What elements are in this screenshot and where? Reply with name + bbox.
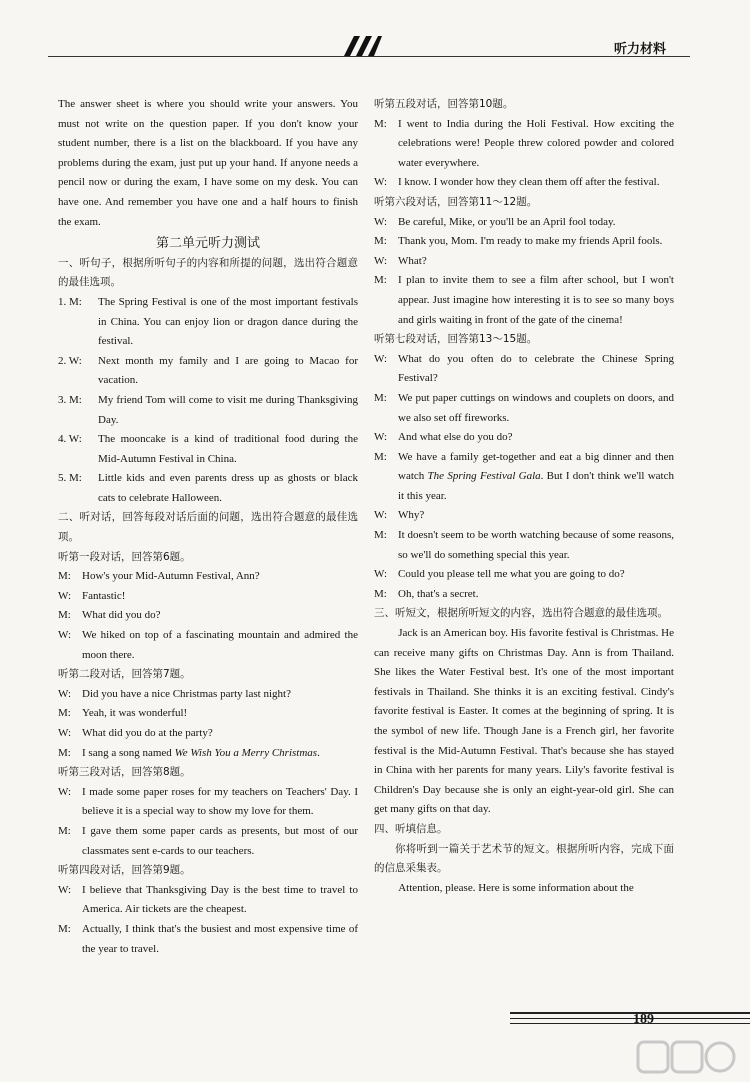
line-text: Did you have a nice Christmas party last night? (82, 687, 291, 700)
dialogue-6-title: 听第六段对话，回答第11～12题。 (374, 195, 538, 208)
line-text: Fantastic! (82, 589, 126, 602)
footer-rule (510, 1023, 750, 1024)
line-text: How's your Mid-Autumn Festival, Ann? (82, 570, 260, 583)
dialogue-line (374, 271, 674, 330)
dialogue-line (374, 506, 674, 526)
dialogue-line (374, 526, 674, 565)
dialogue-3-title: 听第三段对话，回答第8题。 (58, 766, 191, 779)
speaker: W: (374, 568, 388, 581)
unit-heading: 第二单元听力测试 (155, 236, 260, 252)
dialogue-line (58, 822, 358, 861)
speaker: W: (374, 352, 388, 365)
line-text: Thank you, Mom. I'm ready to make my friends April fools. (398, 235, 663, 248)
line-text: I gave them some paper cards as presents, but most of our classmates sent e-cards to our teachers. (82, 824, 358, 857)
section-3-instruction: 三、听短文，根据所听短文的内容，选出符合题意的最佳选项。 (374, 607, 668, 620)
line-text: What did you do at the party? (82, 727, 213, 739)
speaker: W: (374, 431, 388, 444)
section-4-passage-start: Attention, please. Here is some information about the (398, 881, 634, 894)
line-text (398, 448, 674, 507)
speaker: M: (374, 450, 387, 463)
dialogue-line (58, 587, 358, 607)
item-number: 1. M: (58, 295, 82, 308)
item-number: 4. W: (58, 433, 82, 446)
dialogue-line (58, 567, 358, 587)
speaker: M: (374, 117, 387, 130)
speaker: M: (374, 391, 387, 404)
line-text: I believe that Thanksgiving Day is the best time to travel to America. Air tickets are the cheapest. (82, 883, 358, 916)
line-text: Yeah, it was wonderful! (82, 707, 188, 720)
dialogue-4-title: 听第四段对话，回答第9题。 (58, 864, 191, 877)
dialogue-line (374, 428, 674, 448)
dialogue-line (374, 350, 674, 389)
item-text: My friend Tom will come to visit me during Thanksgiving Day. (98, 393, 358, 426)
speaker: W: (374, 254, 388, 267)
dialogue-2-title: 听第二段对话，回答第7题。 (58, 668, 191, 681)
line-text: Why? (398, 509, 425, 522)
watermark-logo (636, 1040, 736, 1076)
line-text: It doesn't seem to be worth watching because of some reasons, so we'll do something special this year. (398, 529, 674, 561)
speaker: M: (58, 746, 71, 759)
dialogue-line (58, 685, 358, 705)
page-header (0, 0, 750, 62)
line-text-start: I sang a song named (82, 746, 175, 759)
dialogue-1-title: 听第一段对话，回答第6题。 (58, 550, 191, 563)
dialogue-line (58, 783, 358, 822)
speaker: W: (58, 727, 72, 739)
speaker: M: (374, 274, 387, 287)
song-title: We Wish You a Merry Christmas (174, 746, 318, 759)
line-text: I know. I wonder how they clean them off after the festival. (398, 176, 660, 189)
dialogue-line (374, 252, 674, 272)
speaker: W: (58, 589, 72, 602)
dialogue-line (58, 724, 358, 744)
dialogue-5-title: 听第五段对话，回答第10题。 (374, 98, 514, 110)
dialogue-line (374, 115, 674, 174)
speaker: M: (374, 235, 387, 248)
sentence-item (58, 469, 358, 508)
passage-paragraph: Jack is an American boy. His favorite festival is Christmas. He can receive many gifts on Christmas Day. Ann is from Thailand. She likes the Water Festival best. It's one of the most important festivals in Thailand. She thinks it is an exciting festival. Cindy's favorite festival is Easter. It comes at the beginning of spring. It is the symbol of new life. Though Jane is a French girl, her favorite festival is the Mid-Autumn Festival. That's because she has stayed in China with her parents for many years. Lily's favorite festival is Children's Day because she is only an eight-year-old girl. She can get many gifts on that day. (374, 627, 674, 816)
dialogue-line (58, 626, 358, 665)
speaker: W: (58, 687, 72, 700)
line-text: We put paper cuttings on windows and couplets on doors, and we also set off fireworks. (398, 391, 674, 424)
header-title: 听力材料 (613, 42, 666, 57)
speaker: W: (58, 785, 72, 798)
sentence-item (58, 391, 358, 430)
item-text: The mooncake is a kind of traditional food during the Mid-Autumn Festival in China. (98, 433, 358, 465)
speaker: M: (58, 707, 71, 720)
line-text: What? (398, 254, 427, 267)
line-text-end: . (317, 746, 320, 759)
speaker: M: (374, 529, 387, 542)
speaker: W: (374, 509, 388, 522)
section-2-instruction: 二、听对话，回答每段对话后面的问题，选出符合题意的最佳选项。 (58, 511, 358, 544)
section-1-instruction: 一、听句子，根据所听句子的内容和所提的问题，选出符合题意的最佳选项。 (58, 256, 358, 289)
item-number: 5. M: (58, 472, 82, 485)
speaker: M: (58, 922, 71, 935)
line-text-end: . But I don't think we'll watch it this year. (398, 470, 674, 502)
item-text: Next month my family and I are going to Macao for vacation. (98, 354, 358, 387)
speaker: W: (58, 883, 72, 896)
item-number: 2. W: (58, 354, 82, 367)
dialogue-line (374, 565, 674, 585)
sentence-item (58, 352, 358, 391)
sentence-item (58, 430, 358, 469)
right-column (374, 95, 674, 898)
dialogue-line (58, 881, 358, 920)
section-4-description: 你将听到一篇关于艺术节的短文。根据所听内容，完成下面的信息采集表。 (374, 842, 674, 875)
dialogue-line (58, 606, 358, 626)
left-column (58, 95, 358, 959)
dialogue-line (58, 704, 358, 724)
sentence-item (58, 293, 358, 352)
dialogue-line (374, 213, 674, 233)
line-text: Actually, I think that's the busiest and most expensive time of the year to travel. (82, 922, 358, 955)
item-text: Little kids and even parents dress up as ghosts or black cats to celebrate Halloween. (98, 472, 358, 504)
line-text: I went to India during the Holi Festival. How exciting the celebrations were! People threw colored powder and colored water everywhere. (398, 117, 674, 169)
line-text: What do you often do to celebrate the Chinese Spring Festival? (398, 352, 674, 385)
line-text: Oh, that's a secret. (398, 587, 479, 600)
header-rule (48, 56, 690, 57)
speaker: W: (374, 176, 388, 189)
speaker: M: (374, 587, 387, 600)
dialogue-line (374, 389, 674, 428)
dialogue-line (58, 744, 358, 764)
line-text: And what else do you do? (398, 431, 513, 444)
page-number: 189 (633, 1012, 654, 1027)
dialogue-line (58, 920, 358, 959)
footer-rule (510, 1012, 750, 1014)
dialogue-line (374, 232, 674, 252)
dialogue-7-title: 听第七段对话，回答第13～15题。 (374, 333, 538, 346)
speaker: M: (58, 824, 71, 837)
program-title: The Spring Festival Gala (427, 470, 541, 483)
line-text: We hiked on top of a fascinating mountain and admired the moon there. (82, 629, 358, 661)
speaker: M: (58, 609, 71, 622)
item-number: 3. M: (58, 393, 82, 406)
line-text (82, 744, 358, 764)
line-text: Could you please tell me what you are going to do? (398, 568, 625, 581)
speaker: W: (58, 629, 72, 642)
footer-rule (510, 1018, 750, 1019)
section-4-instruction: 四、听填信息。 (374, 822, 448, 835)
speaker: W: (374, 215, 388, 228)
page-footer (470, 1000, 750, 1082)
header-slash-decoration (338, 36, 382, 56)
line-text: I made some paper roses for my teachers on Teachers' Day. I believe it is a special way to show my love for them. (82, 785, 358, 818)
line-text: What did you do? (82, 609, 161, 622)
line-text-start: We have a family get-together and eat a big dinner and then watch (398, 450, 674, 483)
item-text: The Spring Festival is one of the most important festivals in China. You can enjoy lion or dragon dance during the festival. (98, 295, 358, 348)
dialogue-line (374, 585, 674, 605)
line-text: I plan to invite them to see a film after school, but I won't appear. Just imagine how interesting it is to see so many boys and girls waiting in front of the gate of the cinema! (398, 274, 674, 326)
speaker: M: (58, 570, 71, 583)
line-text: Be careful, Mike, or you'll be an April fool today. (398, 215, 616, 228)
intro-paragraph: The answer sheet is where you should write your answers. You must not write on the question paper. If you don't know your student number, there is a list on the blackboard. If you have any problems during the exam, just put up your hand. If anyone needs a pencil now or during the exam, I have some on my desk. You can have one. And remember you have one and a half hours to finish the exam. (58, 98, 358, 228)
dialogue-line (374, 448, 674, 507)
dialogue-line (374, 173, 674, 193)
